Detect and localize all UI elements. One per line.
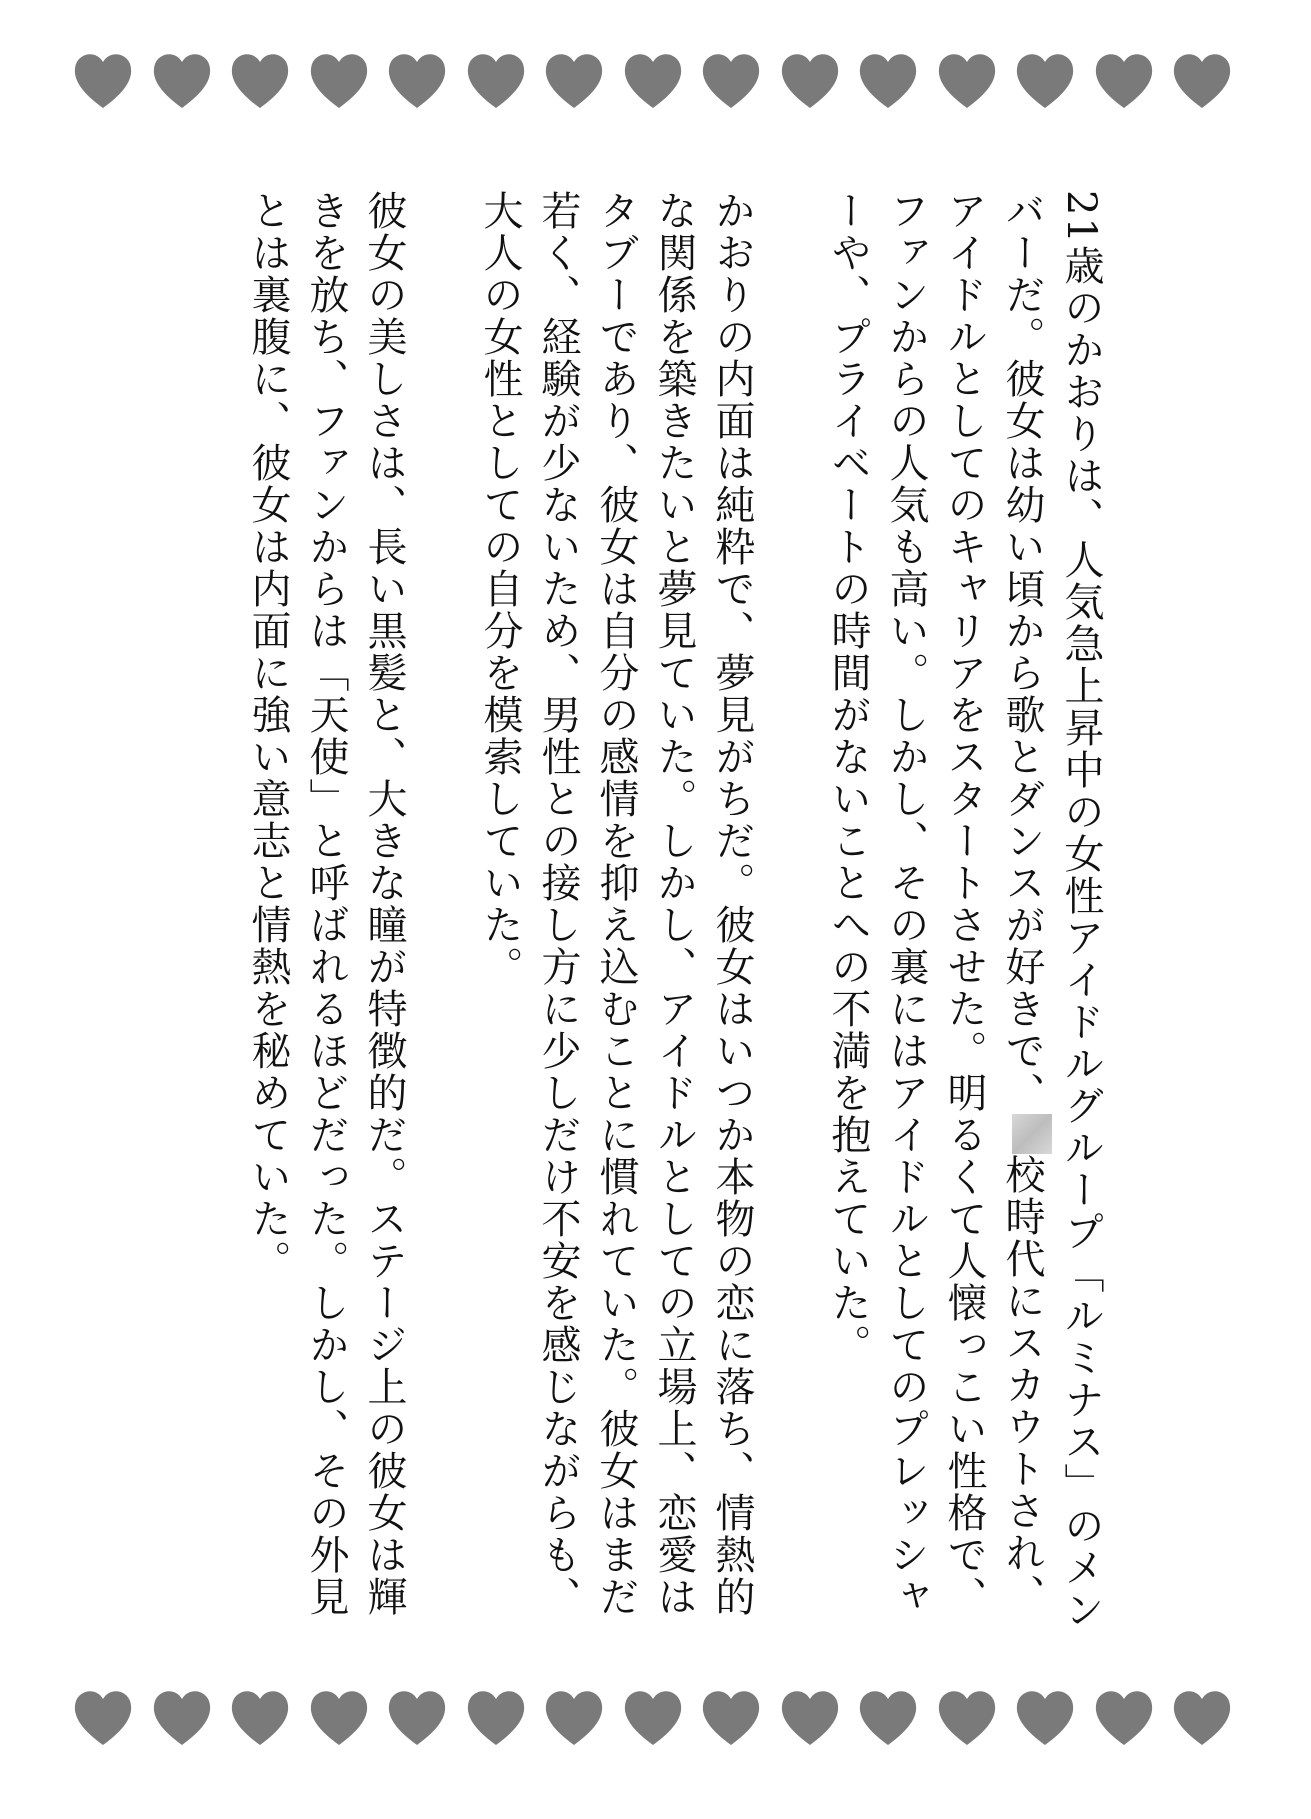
heart-icon [384, 48, 450, 114]
heart-icon [70, 1685, 136, 1751]
heart-icon [620, 48, 686, 114]
heart-icon [149, 1685, 215, 1751]
heart-icon [463, 1685, 529, 1751]
heart-icon [698, 48, 764, 114]
heart-icon [1091, 1685, 1157, 1751]
heart-icon [1012, 48, 1078, 114]
paragraph-2: かおりの内面は純粋で、夢見がちだ。彼女はいつか本物の恋に落ち、情熱的な関係を築きたいと夢見ていた。しかし、アイドルとしての立場上、恋愛はタブーであり、彼女は自分の感情を抑え込むことに慣れていた。彼女はまだ若く、経験が少ないため、男性との接し方に少しだけ不安を感じながらも、大人の女性としての自分を模索していた。 [477, 190, 755, 1618]
heart-icon [1012, 1685, 1078, 1751]
heart-icon [777, 1685, 843, 1751]
paragraph-1-part-2: 校時代にスカウトされ、アイドルとしてのキャリアをスタートさせた。明るくて人懐っこい性格で、ファンからの人気も高い。しかし、その裏にはアイドルとしてのプレッシャーや、プライベートの時間がないことへの不満を抱えていた。 [825, 190, 1045, 1618]
heart-icon [384, 1685, 450, 1751]
heart-icon [698, 1685, 764, 1751]
heart-icon [541, 1685, 607, 1751]
heart-icon [1169, 1685, 1235, 1751]
heart-icon [855, 1685, 921, 1751]
heart-icon [306, 1685, 372, 1751]
heart-icon [227, 48, 293, 114]
paragraph-1-part-1: 21歳のかおりは、人気急上昇中の女性アイドルグループ「ルミナス」のメンバーだ。彼女は幼い頃から歌とダンスが好きで、 [999, 190, 1104, 1631]
heart-icon [855, 48, 921, 114]
paragraph-1 [819, 190, 1110, 1650]
heart-icon [227, 1685, 293, 1751]
heart-icon [541, 48, 607, 114]
blurred-character [1012, 1114, 1052, 1154]
heart-icon [620, 1685, 686, 1751]
vertical-text-body [210, 190, 1110, 1650]
heart-icon [1169, 48, 1235, 114]
paragraph-3: 彼女の美しさは、長い黒髪と、大きな瞳が特徴的だ。ステージ上の彼女は輝きを放ち、ファンからは「天使」と呼ばれるほどだった。しかし、その外見とは裏腹に、彼女は内面に強い意志と情熱を秘めていた。 [245, 190, 407, 1618]
heart-icon [70, 48, 136, 114]
heart-icon [1091, 48, 1157, 114]
heart-icon [149, 48, 215, 114]
heart-icon [934, 1685, 1000, 1751]
heart-icon [306, 48, 372, 114]
heart-icon [777, 48, 843, 114]
top-heart-border [0, 48, 1311, 118]
heart-icon [463, 48, 529, 114]
heart-icon [934, 48, 1000, 114]
bottom-heart-border [0, 1685, 1311, 1755]
